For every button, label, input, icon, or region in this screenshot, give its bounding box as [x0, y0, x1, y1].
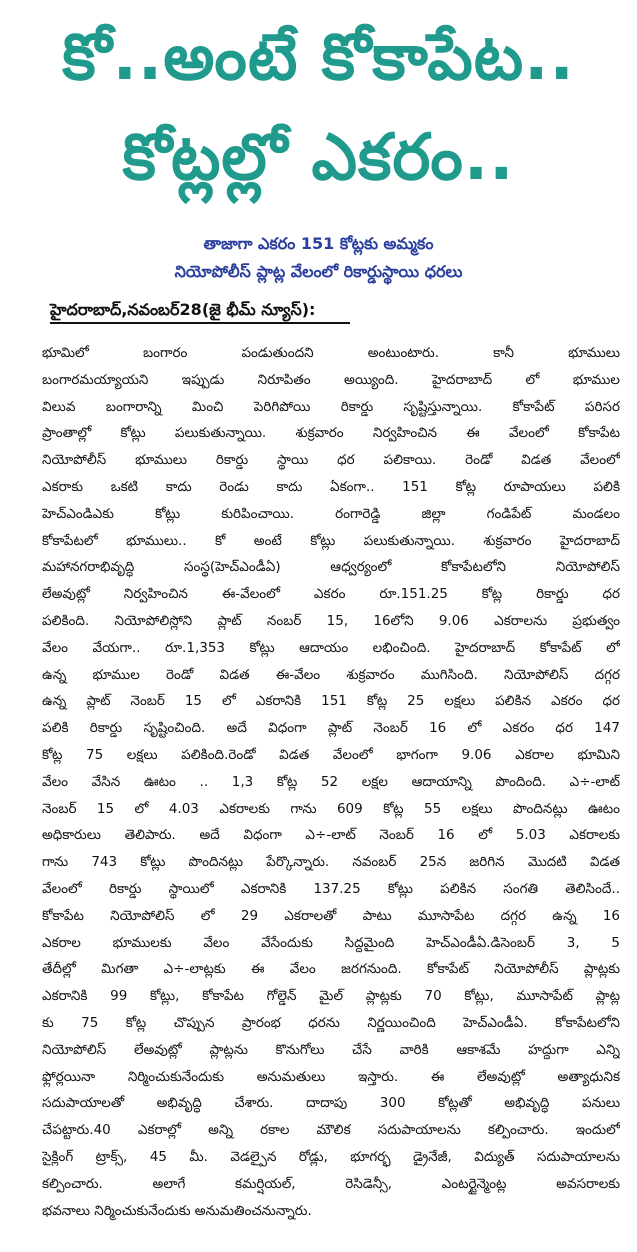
body-line: ఎకరాకు ఒకటి కాదు రెండు కాదు ఏకంగా.. 151 కోట్ల రూపాయలు పలికి: [42, 478, 620, 495]
body-line: కోకాపేటలో భూములు.. కో అంటే కోట్లు పలుకుతున్నాయి. శుక్రవారం హైదరాబాద్: [42, 532, 620, 549]
body-line: తేదీల్లో మిగతా ఎ÷-లాట్లకు ఈ వేలం జరగనుంది. కోకాపేట్ నియోపోలీస్ ప్లాట్లకు: [42, 961, 620, 978]
body-line: బంగారమయ్యాయని ఇప్పుడు నిరూపితం అయ్యింది. హైదరాబాద్ లో భూముల: [42, 371, 620, 388]
body-line: భవనాలు నిర్మించుకునేందుకు అనుమతించనున్నారు.: [42, 1202, 312, 1219]
body-line: అధికారులు తెలిపారు. అదే విధంగా ఎ÷-లాట్ నెంబర్ 16 లో 5.03 ఎకరాలకు: [42, 827, 620, 844]
body-line: కు 75 కోట్ల చొప్పున ప్రారంభ ధరను నిర్ణయించింది హెచ్ఎండీఏ. కోకాపేటలోని: [42, 1014, 620, 1031]
body-line: వేలం వేయగా.. రూ.1,353 కోట్లు ఆదాయం లభించింది. హైదరాబాద్ కోకాపేట్ లో: [42, 639, 620, 656]
body-line: పలికింది. నియోపోలిస్లోని ప్లాట్ నంబర్ 15, 16లోని 9.06 ఎకరాలను ప్రభుత్వం: [42, 612, 620, 629]
body-line: కోట్ల 75 లక్షలు పలికింది.రెండో విడత వేలంలో భాగంగా 9.06 ఎకరాల భూమిని: [42, 746, 620, 763]
body-line: కల్పించారు. అలాగే కమర్షియల్, రెసిడెన్సీ, ఎంటర్టైన్మెంట్ల అవసరాలకు: [42, 1175, 620, 1192]
subheadline-line-1: తాజాగా ఎకరం 151 కోట్లకు అమ్మకం: [203, 234, 434, 253]
article-body: [42, 340, 620, 1224]
body-line: సదుపాయాలతో అభివృద్ధి చేశారు. దాదాపు 300 కోట్లతో అభివృద్ధి పనులు: [42, 1095, 620, 1112]
body-line: ఉన్న ప్లాట్ నెంబర్ 15 లో ఎకరానికి 151 కోట్ల 25 లక్షలు పలికిన ఎకరం ధర: [42, 693, 620, 710]
headline-line-2: కోట్లల్లో ఎకరం..: [122, 121, 515, 195]
dateline-underline: [50, 322, 350, 324]
body-line: ప్రాంతాల్లో కోట్లు పలుకుతున్నాయి. శుక్రవారం నిర్వహించిన ఈ వేలంలో కోకాపేట: [42, 425, 620, 442]
body-line: ఉన్న భూముల రెండో విడత ఈ-వేలం శుక్రవారం ముగిసింది. నియోపోలిస్ దగ్గర: [42, 666, 620, 683]
body-line: నియోపోలిస్ లేఅవుట్లో ప్లాట్లను కొనుగోలు చేసే వారికి ఆకాశమే హద్దుగా ఎన్ని: [42, 1041, 620, 1058]
body-line: గాను 743 కోట్లు పొందినట్లు పేర్కొన్నారు. నవంబర్ 25న జరిగిన మొదటి విడత: [42, 854, 620, 871]
body-line: మహానగరాభివృద్ధి సంస్థ(హెచ్ఎండీఏ) ఆధ్వర్యంలో కోకాపేటలోని నియోపోలిస్: [42, 559, 620, 576]
dateline: హైదరాబాద్,నవంబర్28(జై భీమ్ న్యూస్):: [50, 300, 316, 319]
body-line: లేఅవుట్లో నిర్వహించిన ఈ-వేలంలో ఎకరం రూ.151.25 కోట్ల రికార్డు ధర: [42, 586, 620, 603]
headline-line-1: కో..అంటే కోకాపేట..: [62, 21, 575, 95]
body-line: విలువ బంగారాన్ని మించి పెరిగిపోయి రికార్డు సృష్టిస్తున్నాయి. కోకాపేట్ పరిసర: [42, 398, 620, 415]
body-line: సైక్లింగ్ ట్రాక్స్, 45 మీ. వెడల్పైన రోడ్లు, భూగర్భ డ్రైనేజీ, విద్యుత్ సదుపాయాలను: [42, 1148, 620, 1165]
body-line: హెచ్ఎండిఎకు కోట్లు కురిపించాయి. రంగారెడ్డి జిల్లా గండిపేట్ మండలం: [42, 505, 620, 522]
subheadline-line-2: నియోపోలీస్ ప్లాట్ల వేలంలో రికార్డుస్థాయి ధరలు: [174, 262, 463, 281]
body-line: ఎకరానికి 99 కోట్లు, కోకాపేట గోల్డెన్ మైల్ ప్లాట్లకు 70 కోట్లు, మూసాపేట్ ప్లాట్ల: [42, 988, 620, 1005]
body-line: ఫ్లోర్లయినా నిర్మించుకునేందుకు అనుమతులు ఇస్తారు. ఈ లేఅవుట్లో అత్యాధునిక: [42, 1068, 620, 1085]
body-line: ఎకరాల భూములకు వేలం వేసేందుకు సిద్దమైంది హెచ్ఎండీఏ.డిసెంబర్ 3, 5: [42, 934, 620, 951]
body-line: వేలంలో రికార్డు స్థాయిలో ఎకరానికి 137.25 కోట్లు పలికిన సంగతి తెలిసిందే..: [42, 880, 620, 897]
body-line: చేపట్టారు.40 ఎకరాల్లో అన్ని రకాల మౌలిక సదుపాయాలను కల్పించారు. ఇందులో: [42, 1122, 620, 1139]
body-line: భూమిలో బంగారం పండుతుందని అంటుంటారు. కానీ భూములు: [42, 345, 620, 361]
body-line: వేలం వేసిన ఊటం .. 1,3 కోట్ల 52 లక్షల ఆదాయాన్ని పొందింది. ఎ÷-లాట్: [42, 773, 620, 790]
body-line: నియోపోలీస్ భూములు రికార్డు స్థాయి ధర పలికాయి. రెండో విడత వేలంలో: [42, 452, 620, 469]
body-line: నెంబర్ 15 లో 4.03 ఎకరాలకు గాను 609 కోట్ల 55 లక్షలు పొందినట్లు ఊటం: [42, 800, 620, 817]
body-line: పలికి రికార్డు సృష్టించింది. అదే విధంగా ప్లాట్ నెంబర్ 16 లో ఎకరం ధర 147: [42, 720, 620, 737]
body-line: కోకాపేట నియోపోలిస్ లో 29 ఎకరాలతో పాటు మూసాపేట దగ్గర ఉన్న 16: [42, 907, 620, 924]
